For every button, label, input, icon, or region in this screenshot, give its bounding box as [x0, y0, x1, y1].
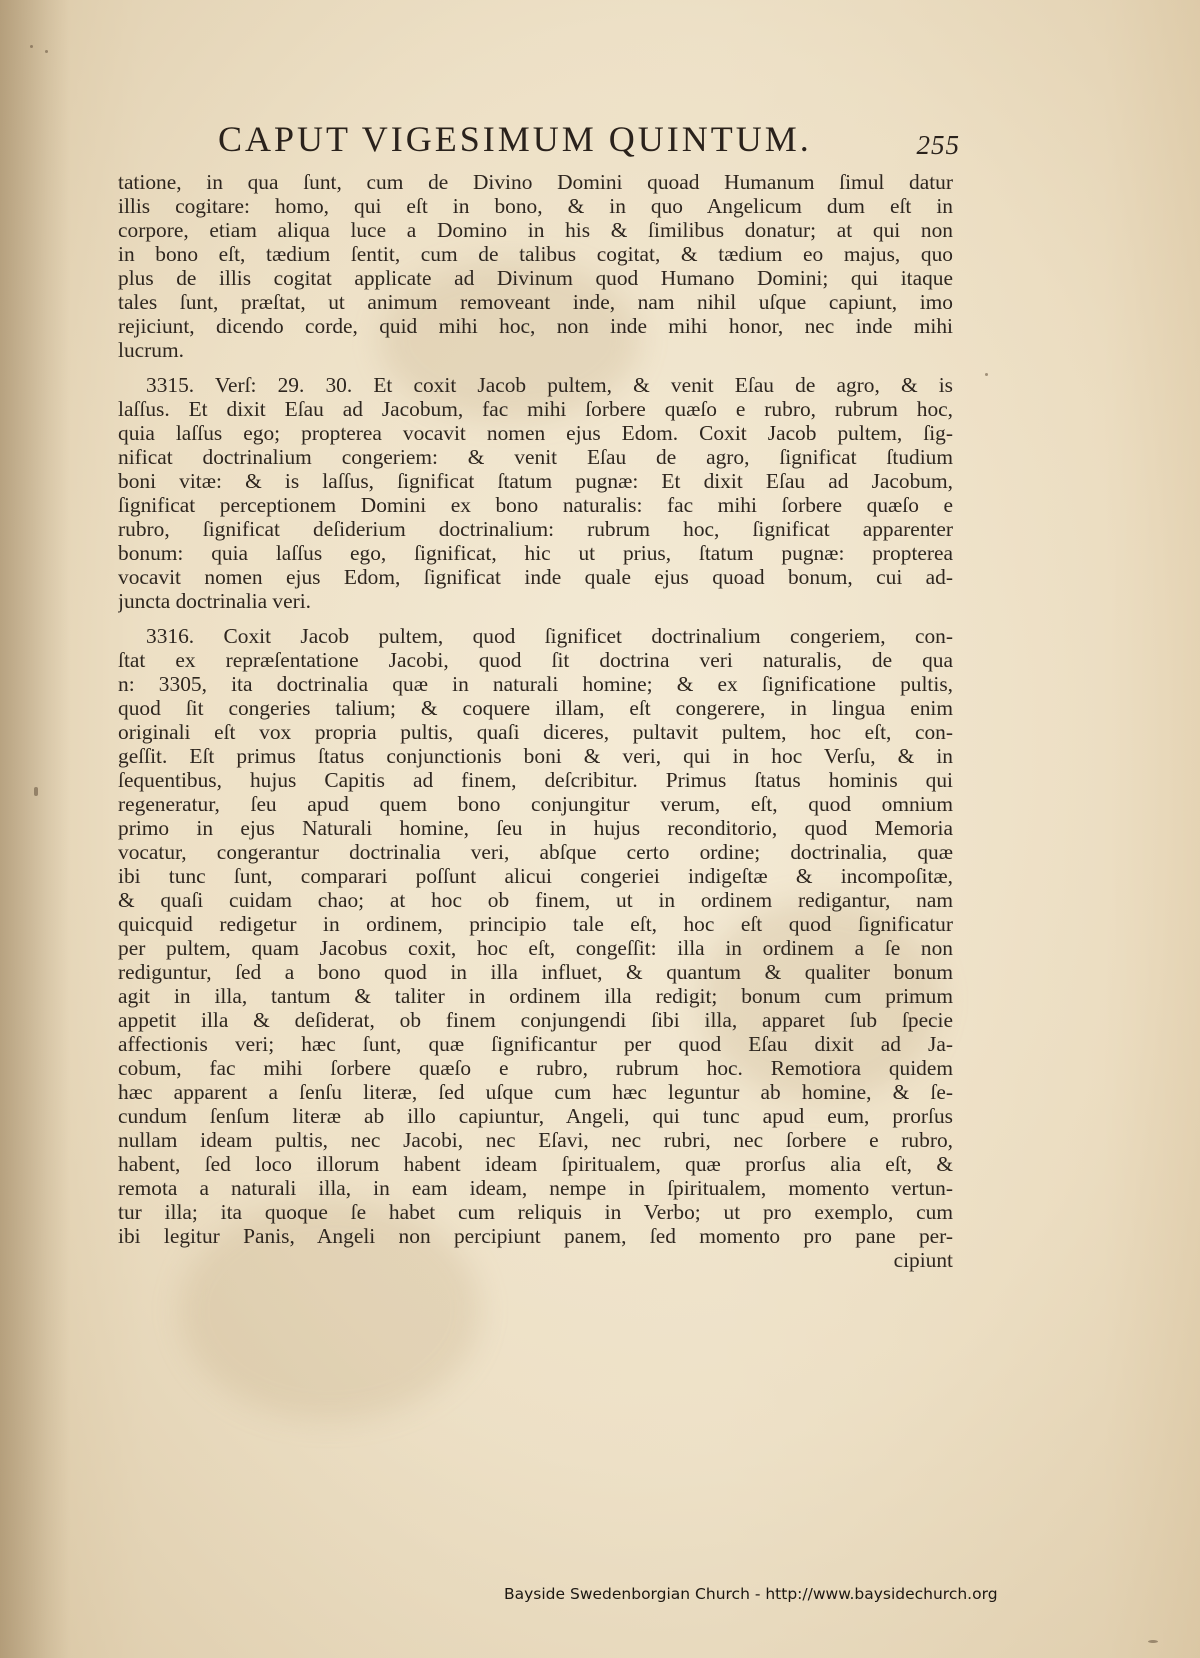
watermark-text: Bayside Swedenborgian Church - http://www.baysidechurch.org [504, 1585, 998, 1603]
text-line: regeneratur, ſeu apud quem bono conjungitur verum, eſt, quod omnium [118, 792, 953, 816]
text-line: rediguntur, ſed a bono quod in illa influet, & quantum & qualiter bonum [118, 960, 953, 984]
paragraph [118, 624, 953, 1248]
text-line: agit in illa, tantum & taliter in ordinem illa redigit; bonum cum primum [118, 984, 953, 1008]
gutter-shadow [0, 0, 70, 1658]
text-line: quia laſſus ego; propterea vocavit nomen ejus Edom. Coxit Jacob pultem, ſig- [118, 421, 953, 445]
text-line: quod ſit congeries talium; & coquere illam, eſt congerere, in lingua enim [118, 696, 953, 720]
text-line: hæc apparent a ſenſu literæ, ſed uſque cum hæc leguntur ab homine, & ſe- [118, 1080, 953, 1104]
body-text [118, 170, 953, 1272]
paper-speck [985, 373, 988, 376]
paragraph-gap [118, 362, 953, 373]
text-line: cundum ſenſum literæ ab illo capiuntur, Angeli, qui tunc apud eum, prorſus [118, 1104, 953, 1128]
text-line: affectionis veri; hæc ſunt, quæ ſignificantur per quod Eſau dixit ad Ja- [118, 1032, 953, 1056]
text-line: tatione, in qua ſunt, cum de Divino Domini quoad Humanum ſimul datur [118, 170, 953, 194]
text-line: laſſus. Et dixit Eſau ad Jacobum, fac mihi ſorbere quæſo e rubro, rubrum hoc, [118, 397, 953, 421]
text-line: 3316. Coxit Jacob pultem, quod ſignificet doctrinalium congeriem, con- [146, 624, 953, 648]
text-line: quicquid redigetur in ordinem, principio tale eſt, hoc eſt quod ſignificatur [118, 912, 953, 936]
paragraph-gap [118, 613, 953, 624]
text-line: vocatur, congerantur doctrinalia veri, abſque certo ordine; doctrinalia, quæ [118, 840, 953, 864]
text-line: n: 3305, ita doctrinalia quæ in naturali homine; & ex ſignificatione pultis, [118, 672, 953, 696]
text-line: ibi legitur Panis, Angeli non percipiunt panem, ſed momento pro pane per- [118, 1224, 953, 1248]
text-line: boni vitæ: & is laſſus, ſignificat ſtatum pugnæ: Et dixit Eſau ad Jacobum, [118, 469, 953, 493]
paper-speck [30, 45, 33, 48]
text-line: corpore, etiam aliqua luce a Domino in his & ſimilibus donatur; at qui non [118, 218, 953, 242]
text-line: cobum, fac mihi ſorbere quæſo e rubro, rubrum hoc. Remotiora quidem [118, 1056, 953, 1080]
text-line: originali eſt vox propria pultis, quaſi diceres, pultavit pultem, hoc eſt, con- [118, 720, 953, 744]
paper-speck [1148, 1640, 1158, 1643]
page-header [200, 110, 960, 170]
text-line: appetit illa & deſiderat, ob finem conjungendi ſibi illa, apparet ſub ſpecie [118, 1008, 953, 1032]
text-line: nificat doctrinalium congeriem: & venit Eſau de agro, ſignificat ſtudium [118, 445, 953, 469]
catchword: cipiunt [893, 1248, 953, 1272]
text-line: in bono eſt, tædium ſentit, cum de talibus cogitat, & tædium eo majus, quo [118, 242, 953, 266]
text-line: plus de illis cogitat applicate ad Divinum quod Humano Domini; qui itaque [118, 266, 953, 290]
text-line: ſignificat perceptionem Domini ex bono naturalis: fac mihi ſorbere quæſo e [118, 493, 953, 517]
paragraph [118, 373, 953, 613]
text-line: tur illa; ita quoque ſe habet cum reliquis in Verbo; ut pro exemplo, cum [118, 1200, 953, 1224]
text-line: ibi tunc ſunt, comparari poſſunt alicui congeriei indigeſtæ & incompoſitæ, [118, 864, 953, 888]
paper-speck [34, 787, 38, 796]
text-line: & quaſi cuidam chao; at hoc ob finem, ut in ordinem redigantur, nam [118, 888, 953, 912]
paragraph [118, 170, 953, 362]
text-line: ſequentibus, hujus Capitis ad finem, deſcribitur. Primus ſtatus hominis qui [118, 768, 953, 792]
text-line: illis cogitare: homo, qui eſt in bono, & in quo Angelicum dum eſt in [118, 194, 953, 218]
running-head: CAPUT VIGESIMUM QUINTUM. [218, 119, 812, 159]
text-line: rubro, ſignificat deſiderium doctrinalium: rubrum hoc, ſignificat apparenter [118, 517, 953, 541]
text-line: bonum: quia laſſus ego, ſignificat, hic ut prius, ſtatum pugnæ: propterea [118, 541, 953, 565]
text-line: nullam ideam pultis, nec Jacobi, nec Eſavi, nec rubri, nec ſorbere e rubro, [118, 1128, 953, 1152]
text-line: geſſit. Eſt primus ſtatus conjunctionis boni & veri, qui in hoc Verſu, & in [118, 744, 953, 768]
text-line: primo in ejus Naturali homine, ſeu in hujus reconditorio, quod Memoria [118, 816, 953, 840]
text-line: tales ſunt, præſtat, ut animum removeant inde, nam nihil uſque capiunt, imo [118, 290, 953, 314]
text-line: juncta doctrinalia veri. [118, 589, 312, 613]
text-line: 3315. Verſ: 29. 30. Et coxit Jacob pultem, & venit Eſau de agro, & is [146, 373, 953, 397]
text-line: vocavit nomen ejus Edom, ſignificat inde quale ejus quoad bonum, cui ad- [118, 565, 953, 589]
page-number: 255 [916, 130, 960, 160]
text-line: ſtat ex repræſentatione Jacobi, quod ſit doctrina veri naturalis, de qua [118, 648, 953, 672]
paper-speck [45, 50, 48, 53]
text-line: lucrum. [118, 338, 184, 362]
text-line: remota a naturali illa, in eam ideam, nempe in ſpiritualem, momento vertun- [118, 1176, 953, 1200]
text-line: per pultem, quam Jacobus coxit, hoc eſt, congeſſit: illa in ordinem a ſe non [118, 936, 953, 960]
text-line: habent, ſed loco illorum habent ideam ſpiritualem, quæ prorſus alia eſt, & [118, 1152, 953, 1176]
text-line: rejiciunt, dicendo corde, quid mihi hoc, non inde mihi honor, nec inde mihi [118, 314, 953, 338]
